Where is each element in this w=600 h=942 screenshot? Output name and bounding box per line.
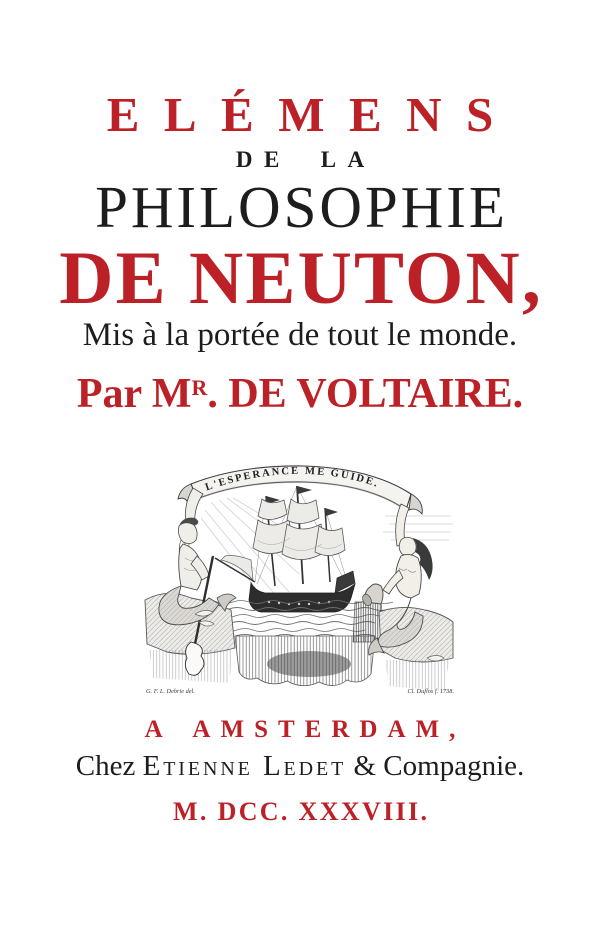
imprint-year-text: M. DCC. XXXVIII. [173,797,430,826]
subtitle-text: Mis à la portée de tout le monde. [82,317,518,353]
imprint-publisher [0,752,600,781]
byline [0,373,600,415]
title-line-de-neuton-text: DE NEUTON, [59,237,543,320]
imprint-year [0,799,600,825]
byline-prefix: Par M [76,371,192,417]
engraved-vignette [139,452,461,703]
imprint-company: & Compagnie. [346,750,525,782]
subtitle-line [0,319,600,352]
vignette-illustration [139,452,461,698]
engraver-signature-left: G. F. L. Debrie del. [146,688,195,695]
title-line-philosophie [0,174,600,240]
imprint-publisher-name: Etienne Ledet [142,750,347,782]
imprint-city-text: A AMSTERDAM, [144,716,466,743]
title-line-de-la-text: DE LA [235,147,376,172]
engraver-signature-right: Cl. Duflos f. 1738. [407,688,454,695]
title-line-philosophie-text: PHILOSOPHIE [95,174,508,240]
title-line-elemens-text: ELÉMENS [106,87,518,142]
title-line-elemens [0,87,600,142]
imprint-chez: Chez [75,750,143,782]
byline-suffix: . DE VOLTAIRE. [207,371,524,417]
banner-motto: L'ESPERANCE ME GUIDE. [203,465,381,494]
imprint-city [0,717,600,742]
sky-hatching [383,516,453,540]
title-line-de-neuton [0,237,600,320]
byline-superscript: R [191,376,208,400]
title-line-de-la [0,148,600,171]
